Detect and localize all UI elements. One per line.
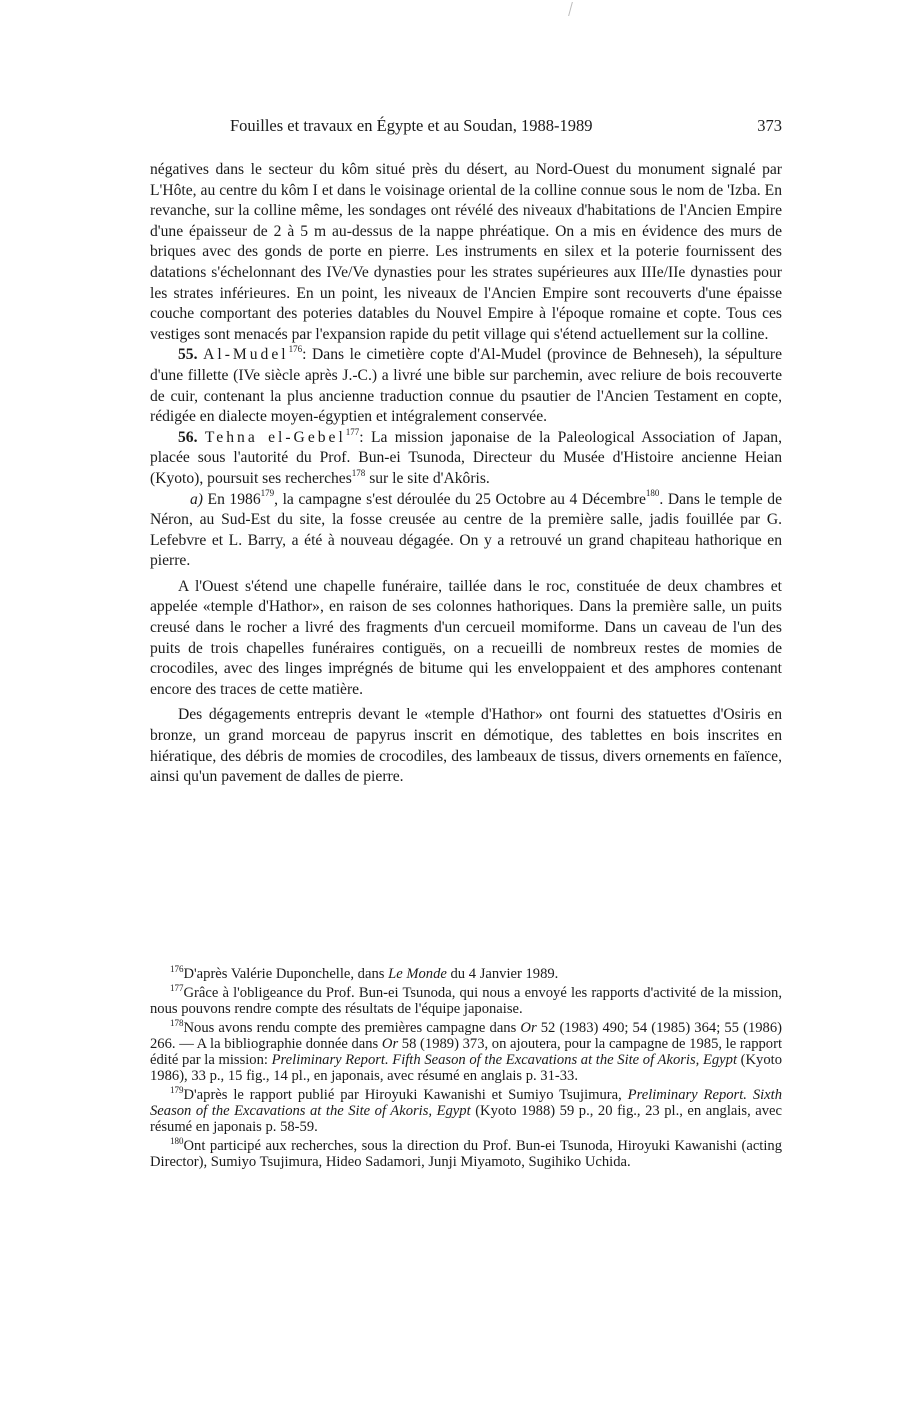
site-name: Tehna el-Gebel — [204, 428, 346, 446]
paragraph-continuation: négatives dans le secteur du kôm situé près du désert, au Nord-Ouest du monument signalé par L'Hôte, au centre du kôm I et dans le voisinage oriental de la colline connue sous le nom de 'Izba. En revanche, sur la colline même, les sondages ont révélé des niveaux d'habitations de l'Ancien Empire d'une épaisseur de 2 à 5 m au-dessus de la nappe phréatique. On a mis en évidence des murs de briques avec des gonds de porte en pierre. Les instruments en silex et la poterie fournissent des datations s'échelonnant des IVe/Ve dynasties pour les strates supérieures aux IIIe/IIe dynasties pour les strates inférieures. En un point, les niveaux de l'Ancien Empire sont recouverts d'une épaisse couche comportant des poteries datables du Nouvel Empire à l'époque romaine et copte. Tous ces vestiges sont menacés par l'expansion rapide du petit village qui s'étend actuellement sur la colline. — [150, 161, 782, 343]
footnote-180: $^{180}$Ont participé aux recherches, sous la direction du Prof. Bun-ei Tsunoda, Hiroyuki Kawanishi (acting Director), Sumiyo Tsujimura, Hideo Sadamori, Junji Miyamoto, Sugihiko Uchida. — [150, 1136, 782, 1170]
paragraph-degagements: Des dégagements entrepris devant le «temple d'Hathor» ont fourni des statuettes d'Osiris en bronze, un grand morceau de papyrus inscrit en démotique, des tablettes en bois inscrites en hiératique, des débris de momies de crocodiles, des lambeaux de tissus, divers ornements en faïence, ainsi qu'un pavement de dalles de pierre. — [150, 706, 782, 786]
page-number: 373 — [757, 116, 782, 135]
subsection-a: a) En 1986$^{179}$, la campagne s'est déroulée du 25 Octobre au 4 Décembre$^{180}$. Dans le temple de Néron, au Sud-Est du site, la fosse creusée au centre de la première salle, jadis fouillée par G. Lefebvre et L. Barry, a été à nouveau dégagée. On y a retrouvé un grand chapiteau hathorique en pierre. — [150, 488, 782, 570]
section-number: 56. — [178, 428, 198, 446]
footnote-178: $^{178}$Nous avons rendu compte des premières campagne dans Or 52 (1983) 490; 54 (1985) 364; 55 (1986) 266. — A la bibliographie donnée dans Or 58 (1989) 373, on ajoutera, pour la campagne de 1985, le rapport édité par la mission: Preliminary Report. Fifth Season of the Excavations at the Site of Akoris, Egypt (Kyoto 1986), 33 p., 15 fig., 14 pl., en japonais, avec résumé en anglais p. 31-33. — [150, 1018, 783, 1084]
footnote-176: $^{176}$D'après Valérie Duponchelle, dans Le Monde du 4 Janvier 1989. — [170, 964, 559, 982]
footnote-ref[interactable]: 179 — [260, 488, 275, 499]
footnotes — [150, 966, 782, 1173]
section-56: 56. Tehna el-Gebel$^{177}$: La mission japonaise de la Paleological Association of Japan, placée sous l'autorité du Prof. Bun-ei Tsunoda, Directeur du Musée d'Histoire ancienne Heian (Kyoto), poursuit ses recherches$^{178}$ sur le site d'Akôris. — [150, 426, 782, 487]
running-title: Fouilles et travaux en Égypte et au Soudan, 1988-1989 — [230, 116, 593, 135]
footnote-177: $^{177}$Grâce à l'obligeance du Prof. Bun-ei Tsunoda, qui nous a envoyé les rapports d'activité de la mission, nous pouvons rendre compte des résultats de l'équipe japonaise. — [150, 983, 782, 1017]
footnote-179: $^{179}$D'après le rapport publié par Hiroyuki Kawanishi et Sumiyo Tsujimura, Preliminary Report. Sixth Season of the Excavations at the Site of Akoris, Egypt (Kyoto 1988) 59 p., 20 fig., 23 pl., en anglais, avec résumé en japonais p. 58-59. — [150, 1085, 783, 1135]
footnote-ref[interactable]: 180 — [645, 488, 660, 499]
footnote-ref[interactable]: 177 — [345, 426, 360, 437]
site-name: Al-Mudel — [203, 346, 289, 364]
paragraph-ouest: A l'Ouest s'étend une chapelle funéraire, taillée dans le roc, constituée de deux chambres et appelée «temple d'Hathor», en raison de ses colonnes hathoriques. Dans la première salle, un puits creusé dans le rocher a livré des fragments d'un cercueil momiforme. Dans un caveau de l'un des puits de trois chapelles funéraires contiguës, on a recueilli de nombreux restes de momies de crocodiles, avec des linges imprégnés de bitume qui les enveloppaient et des amphores contenant encore des traces de cette matière. — [150, 577, 782, 698]
scan-mark — [568, 2, 579, 16]
section-55: 55. Al-Mudel$^{176}$: Dans le cimetière copte d'Al-Mudel (province de Behneseh), la sépulture d'une fillette (IVe siècle après J.-C.) a livré une bible sur parchemin, avec reliure de bois recouverte de cuir, contenant la plus ancienne traduction connue du psautier de l'Ancien Testament en copte, rédigée en dialecte moyen-égyptien et intégralement conservée. — [150, 344, 783, 426]
footnote-ref[interactable]: 178 — [351, 467, 366, 478]
running-header — [150, 116, 782, 138]
footnote-ref[interactable]: 176 — [288, 344, 303, 355]
section-number: 55. — [178, 346, 198, 364]
main-text — [150, 160, 782, 788]
